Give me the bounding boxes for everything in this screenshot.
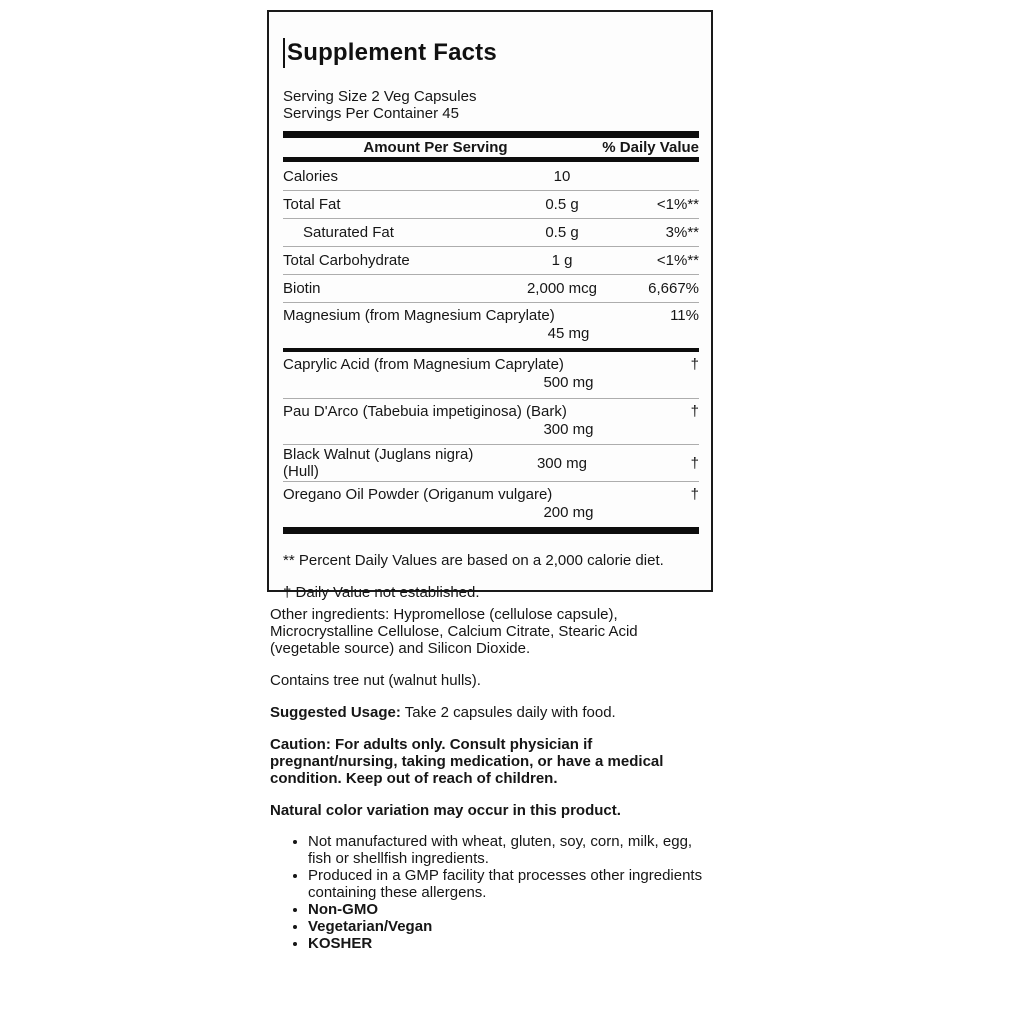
nutrient-dv: 3%** — [665, 224, 699, 241]
nutrient-amount: 1 g — [551, 252, 573, 269]
list-item: • Produced in a GMP facility that processes other ingredients containing these allergens. — [308, 867, 715, 901]
nutrient-dv: † — [690, 403, 699, 420]
nutrient-amount: 45 mg — [547, 325, 590, 342]
list-item-non-gmo: • Non-GMO — [308, 901, 715, 918]
list-item-kosher: • KOSHER — [308, 935, 715, 952]
nutrient-dv: <1%** — [656, 196, 699, 213]
suggested-usage — [270, 704, 720, 721]
divider-bar-bottom — [283, 527, 699, 534]
list-item-vegetarian-vegan: • Vegetarian/Vegan — [308, 918, 715, 935]
divider-bar-top — [283, 131, 699, 138]
suggested-usage-label: Suggested Usage: — [270, 704, 401, 721]
table-row-total-fat — [283, 190, 699, 218]
table-row-pau-darco — [283, 398, 699, 444]
nutrient-amount: 200 mg — [543, 504, 594, 521]
footnote-daily-values: ** Percent Daily Values are based on a 2,000 calorie diet. — [283, 552, 664, 569]
nutrient-amount: 10 — [553, 167, 571, 185]
nutrient-name: Total Carbohydrate — [283, 252, 410, 269]
panel-title: Supplement Facts — [287, 39, 497, 66]
nutrient-dv: <1%** — [656, 252, 699, 269]
table-row-caprylic-acid — [283, 352, 699, 398]
nutrient-amount: 0.5 g — [545, 224, 579, 241]
nutrient-name: Pau D'Arco (Tabebuia impetiginosa) (Bark) — [283, 403, 567, 420]
bullet-list — [270, 833, 715, 952]
suggested-usage-text: Take 2 capsules daily with food. — [400, 704, 616, 721]
nutrient-name: Oregano Oil Powder (Origanum vulgare) — [283, 486, 553, 503]
text-cursor — [283, 38, 285, 68]
footnotes — [283, 552, 699, 601]
other-ingredients: Other ingredients: Hypromellose (cellulose capsule), Microcrystalline Cellulose, Calcium Citrate, Stearic Acid (vegetable source) and Silicon Dioxide. — [270, 606, 638, 657]
table-row-total-carbohydrate — [283, 246, 699, 274]
nutrient-name: Calories — [283, 167, 339, 185]
table-row-oregano-oil — [283, 481, 699, 527]
supplement-facts-panel — [267, 10, 713, 601]
nutrient-amount: 0.5 g — [545, 196, 579, 213]
header-amount-per-serving: Amount Per Serving — [363, 139, 508, 156]
nutrient-amount: 2,000 mcg — [526, 280, 598, 297]
serving-size: Serving Size 2 Veg Capsules — [283, 88, 477, 105]
table-header — [283, 138, 699, 157]
caution-note: Caution: For adults only. Consult physician if pregnant/nursing, taking medication, or have a medical condition. Keep out of reach of children. — [270, 736, 664, 787]
allergen-contains: Contains tree nut (walnut hulls). — [270, 672, 481, 689]
nutrient-dv: † — [690, 356, 699, 373]
table-row-calories — [283, 162, 699, 190]
natural-color-note: Natural color variation may occur in this product. — [270, 802, 621, 819]
nutrient-amount: 300 mg — [536, 454, 588, 472]
serving-info — [283, 88, 699, 122]
nutrient-name: Saturated Fat — [303, 224, 394, 241]
table-row-magnesium — [283, 302, 699, 348]
header-daily-value: % Daily Value — [602, 139, 699, 156]
footnote-dagger: † Daily Value not established. — [283, 584, 480, 601]
panel-title-row — [283, 38, 699, 68]
nutrient-amount: 500 mg — [543, 374, 594, 391]
nutrient-dv: † — [690, 454, 699, 472]
table-row-saturated-fat — [283, 218, 699, 246]
nutrient-name: Caprylic Acid (from Magnesium Caprylate) — [283, 356, 564, 373]
label-text-below-panel — [270, 606, 720, 952]
nutrient-dv: 6,667% — [648, 280, 699, 297]
list-item: • Not manufactured with wheat, gluten, soy, corn, milk, egg, fish or shellfish ingredients. — [308, 833, 715, 867]
nutrient-name: Magnesium (from Magnesium Caprylate) — [283, 307, 555, 324]
nutrient-name: Total Fat — [283, 196, 341, 213]
table-row-black-walnut — [283, 444, 699, 481]
nutrient-name: Biotin — [283, 280, 321, 297]
nutrient-dv: † — [690, 486, 699, 503]
nutrient-dv: 11% — [670, 307, 699, 324]
servings-per-container: Servings Per Container 45 — [283, 105, 459, 122]
nutrient-amount: 300 mg — [543, 421, 594, 438]
table-row-biotin — [283, 274, 699, 302]
nutrient-name: Black Walnut (Juglans nigra) (Hull) — [283, 446, 474, 480]
